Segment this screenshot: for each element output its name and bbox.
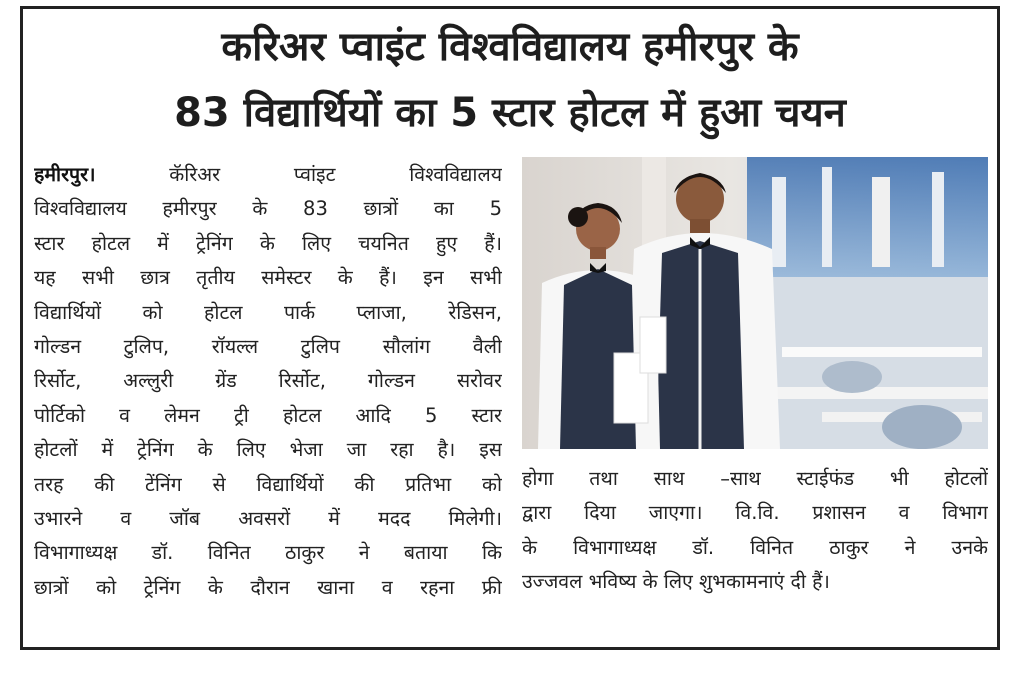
headline <box>20 14 1000 146</box>
dateline: हमीरपुर। <box>34 163 96 186</box>
article-column-right <box>522 462 988 600</box>
article-line: उभारने व जॉब अवसरों में मदद मिलेगी। <box>34 507 502 531</box>
article-line: होटलों में ट्रेनिंग के लिए भेजा जा रहा है। इस <box>34 438 502 462</box>
article-line: गोल्डन टुलिप, रॉयल्ल टुलिप सौलांग वैली <box>34 335 502 359</box>
headline-line-2: 83 विद्यार्थियों का 5 स्टार होटल में हुआ चयन <box>174 90 846 136</box>
article-line: उज्जवल भविष्य के लिए शुभकामनाएं दी हैं। <box>522 570 830 594</box>
article-line: विद्यार्थियों को होटल पार्क प्लाजा, रेडिसन, <box>34 300 502 324</box>
article-line: विश्वविद्यालय हमीरपुर के 83 छात्रों का 5 <box>34 197 502 221</box>
article-line: रिर्सोट, अल्लुरी ग्रेंड रिर्सोट, गोल्डन सरोवर <box>34 369 502 393</box>
article-line: छात्रों को ट्रेनिंग के दौरान खाना व रहना फ्री <box>34 575 502 599</box>
article-line <box>34 158 502 192</box>
article-line: द्वारा दिया जाएगा। वि.वि. प्रशासन व विभाग <box>522 501 988 525</box>
article-line: विभागाध्यक्ष डॉ. विनित ठाकुर ने बताया कि <box>34 541 502 565</box>
article-column-left <box>34 158 502 605</box>
photo-illustration <box>522 157 988 449</box>
article-line: तरह की टेंनिंग से विद्यार्थियों की प्रतिभा को <box>34 472 502 496</box>
students-photo <box>522 157 988 449</box>
article-line: यह सभी छात्र तृतीय समेस्टर के हैं। इन सभी <box>34 266 502 290</box>
headline-line-1: करिअर प्वाइंट विश्वविद्यालय हमीरपुर के <box>221 24 799 70</box>
article-line-text: कॅरिअर प्वांइट विश्वविद्यालय <box>95 163 502 186</box>
article-line: होगा तथा साथ –साथ स्टाईफंड भी होटलों <box>522 467 988 490</box>
article-line: पोर्टिको व लेमन ट्री होटल आदि 5 स्टार <box>34 403 502 427</box>
article-line: के विभागाध्यक्ष डॉ. विनित ठाकुर ने उनके <box>522 535 988 559</box>
article-line: स्टार होटल में ट्रेनिंग के लिए चयनित हुए हैं। <box>34 231 502 255</box>
